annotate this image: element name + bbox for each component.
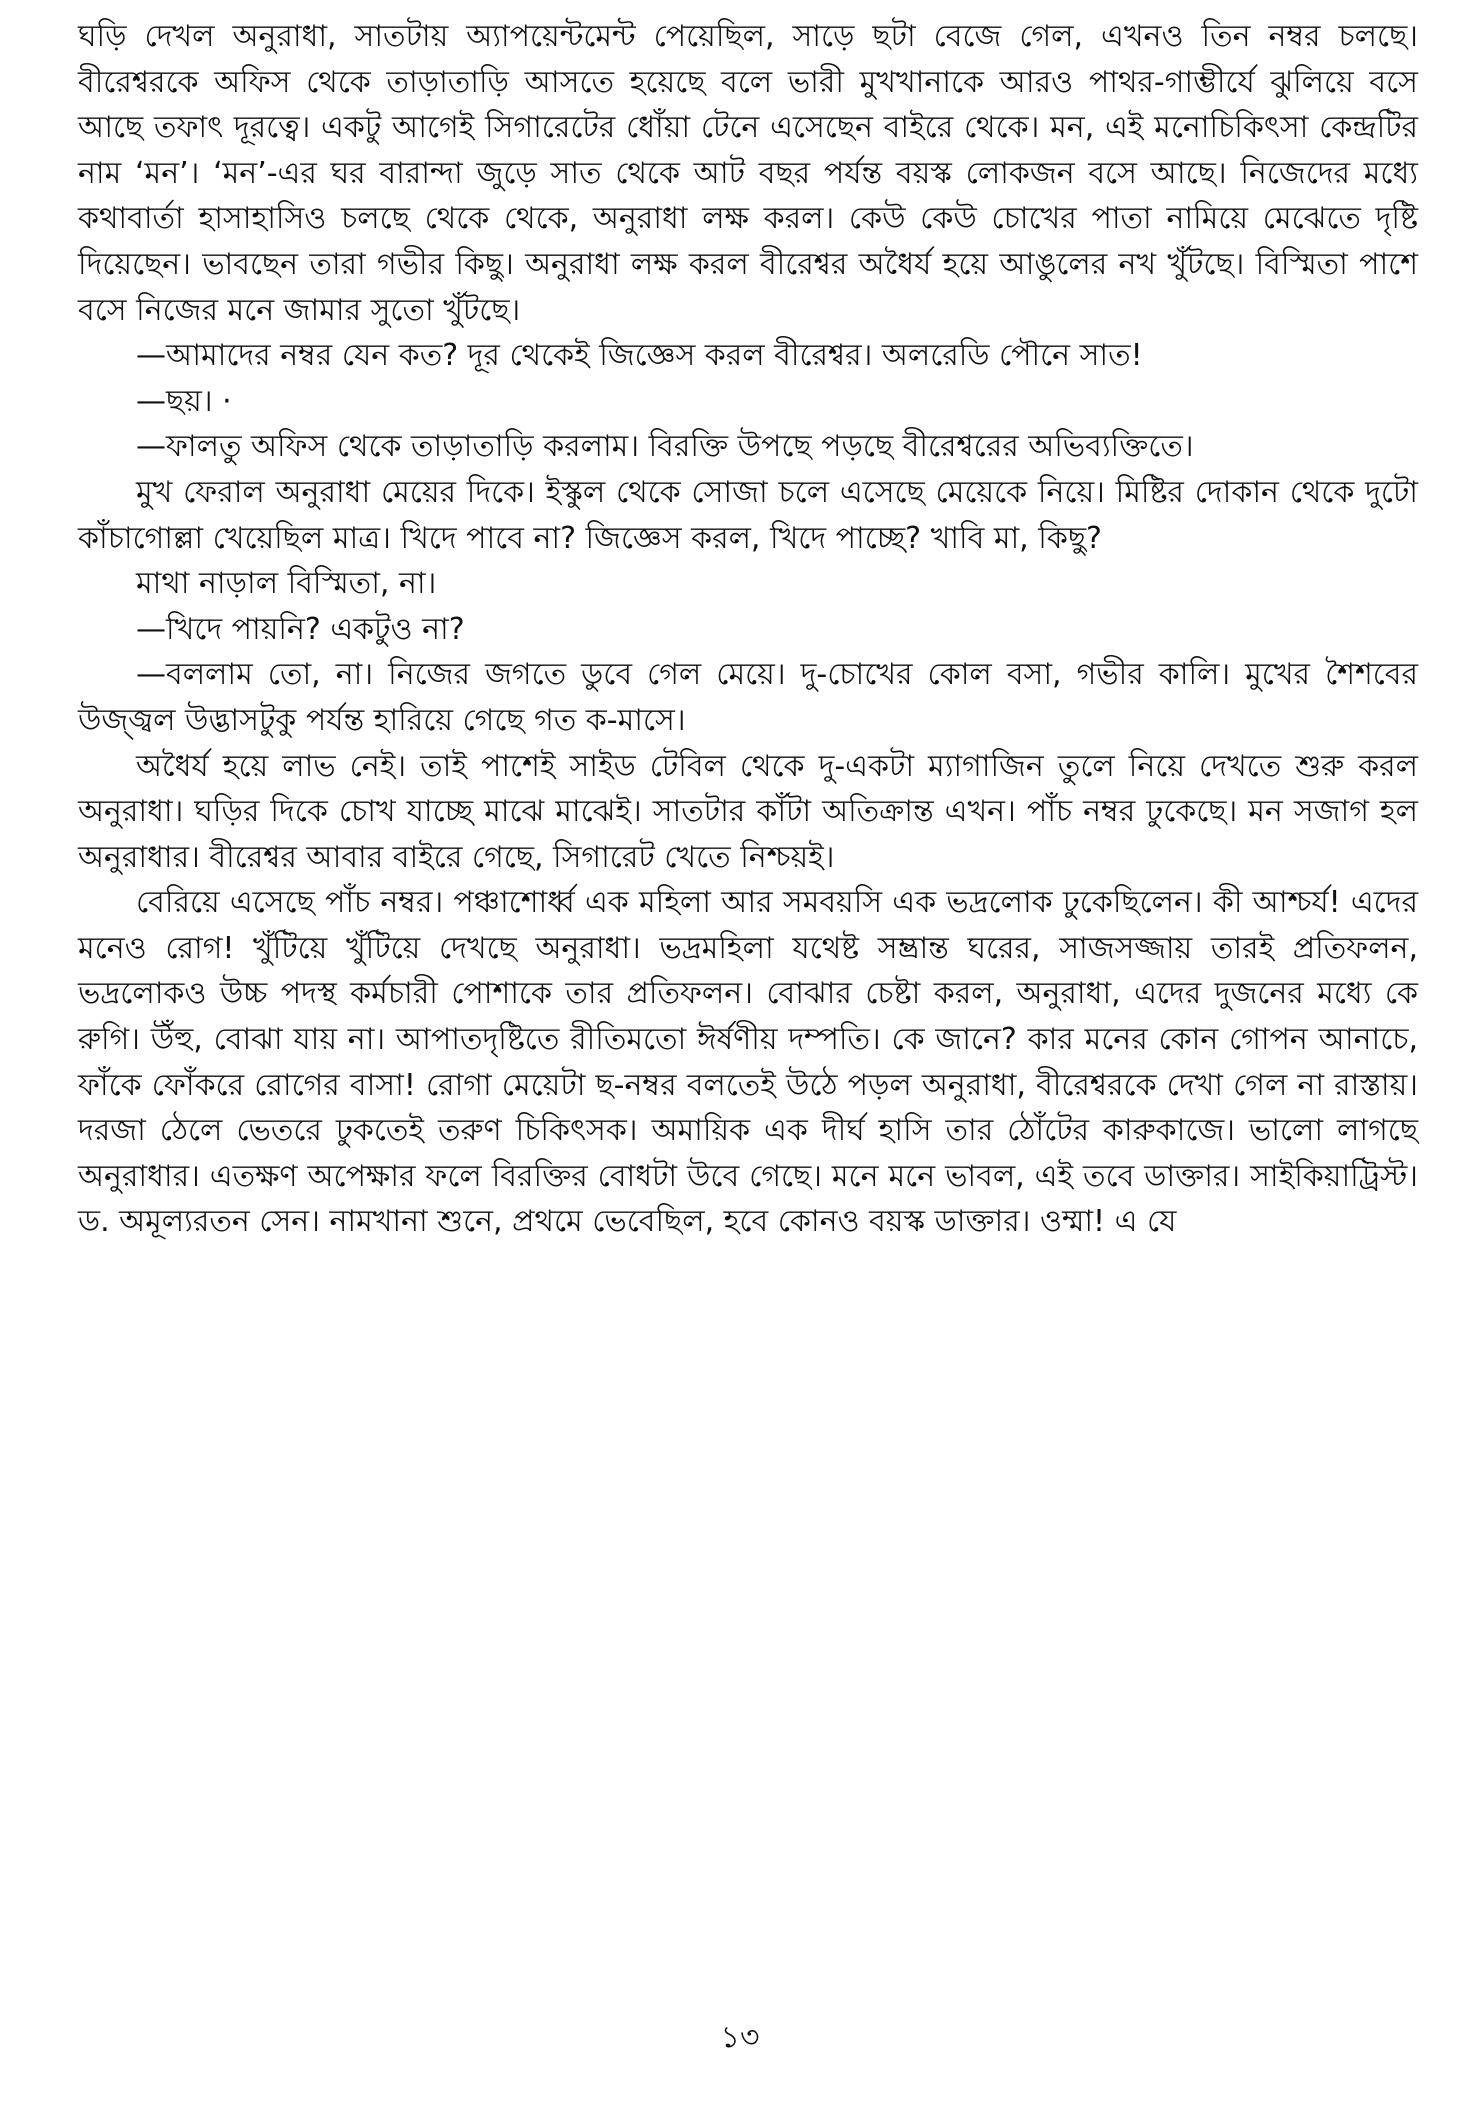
paragraph: —বললাম তো, না। নিজের জগতে ডুবে গেল মেয়ে। দু-চোখের কোল বসা, গভীর কালি। মুখের শৈশবের উজ্জ্বল উদ্ভাসটুকু পর্যন্ত হারিয়ে গেছে গত ক-মাসে। <box>78 657 1418 738</box>
paragraph: —খিদে পায়নি? একটুও না? <box>136 611 465 647</box>
paragraph: ঘড়ি দেখল অনুরাধা, সাতটায় অ্যাপয়েন্টমেন্ট পেয়েছিল, সাড়ে ছটা বেজে গেল, এখনও তিন নম্বর চলছে। বীরেশ্বরকে অফিস থেকে তাড়াতাড়ি আসতে হয়েছে বলে ভারী মুখখানাকে আরও পাথর-গাম্ভীর্যে ঝুলিয়ে বসে আছে তফাৎ দূরত্বে। একটু আগেই সিগারেটের ধোঁয়া টেনে এসেছেন বাইরে থেকে। মন, এই মনোচিকিৎসা কেন্দ্রটির নাম ‘মন’। ‘মন’-এর ঘর বারান্দা জুড়ে সাত থেকে আট বছর পর্যন্ত বয়স্ক লোকজন বসে আছে। নিজেদের মধ্যে কথাবার্তা হাসাহাসিও চলছে থেকে থেকে, অনুরাধা লক্ষ করল। কেউ কেউ চোখের পাতা নামিয়ে মেঝেতে দৃষ্টি দিয়েছেন। ভাবছেন তারা গভীর কিছু। অনুরাধা লক্ষ করল বীরেশ্বর অধৈর্য হয়ে আঙুলের নখ খুঁটছে। বিস্মিতা পাশে বসে নিজের মনে জামার সুতো খুঁটছে। <box>78 19 1418 328</box>
paragraph: —ছয়। · <box>136 383 232 419</box>
body-text <box>78 14 1418 1245</box>
page-number: ১৩ <box>720 2020 760 2055</box>
paragraph: মাথা নাড়াল বিস্মিতা, না। <box>136 566 437 602</box>
paragraph: বেরিয়ে এসেছে পাঁচ নম্বর। পঞ্চাশোর্ধ্ব এক মহিলা আর সমবয়সি এক ভদ্রলোক ঢুকেছিলেন। কী আশ্চর্য! এদের মনেও রোগ! খুঁটিয়ে খুঁটিয়ে দেখছে অনুরাধা। ভদ্রমহিলা যথেষ্ট সম্ভ্রান্ত ঘরের, সাজসজ্জায় তারই প্রতিফলন, ভদ্রলোকও উচ্চ পদস্থ কর্মচারী পোশাকে তার প্রতিফলন। বোঝার চেষ্টা করল, অনুরাধা, এদের দুজনের মধ্যে কে রুগি। উঁহু, বোঝা যায় না। আপাতদৃষ্টিতে রীতিমতো ঈর্ষণীয় দম্পতি। কে জানে? কার মনের কোন গোপন আনাচে, ফাঁকে ফোঁকরে রোগের বাসা! রোগা মেয়েটা ছ-নম্বর বলতেই উঠে পড়ল অনুরাধা, বীরেশ্বরকে দেখা গেল না রাস্তায়। দরজা ঠেলে ভেতরে ঢুকতেই তরুণ চিকিৎসক। অমায়িক এক দীর্ঘ হাসি তার ঠোঁটের কারুকাজে। ভালো লাগছে অনুরাধার। এতক্ষণ অপেক্ষার ফলে বিরক্তির বোধটা উবে গেছে। মনে মনে ভাবল, এই তবে ডাক্তার। সাইকিয়াট্রিস্ট। ড. অমূল্যরতন সেন। নামখানা শুনে, প্রথমে ভেবেছিল, হবে কোনও বয়স্ক ডাক্তার। ওম্মা! এ যে <box>78 885 1418 1240</box>
paragraph: —ফালতু অফিস থেকে তাড়াতাড়ি করলাম। বিরক্তি উপছে পড়ছে বীরেশ্বরের অভিব্যক্তিতে। <box>136 429 1194 465</box>
paragraph: মুখ ফেরাল অনুরাধা মেয়ের দিকে। ইস্কুল থেকে সোজা চলে এসেছে মেয়েকে নিয়ে। মিষ্টির দোকান থেকে দুটো কাঁচাগোল্লা খেয়েছিল মাত্র। খিদে পাবে না? জিজ্ঞেস করল, খিদে পাচ্ছে? খাবি মা, কিছু? <box>78 474 1418 556</box>
paragraph: অধৈর্য হয়ে লাভ নেই। তাই পাশেই সাইড টেবিল থেকে দু-একটা ম্যাগাজিন তুলে নিয়ে দেখতে শুরু করল অনুরাধা। ঘড়ির দিকে চোখ যাচ্ছে মাঝে মাঝেই। সাতটার কাঁটা অতিক্রান্ত এখন। পাঁচ নম্বর ঢুকেছে। মন সজাগ হল অনুরাধার। বীরেশ্বর আবার বাইরে গেছে, সিগারেট খেতে নিশ্চয়ই। <box>78 748 1418 875</box>
paragraph: —আমাদের নম্বর যেন কত? দূর থেকেই জিজ্ঞেস করল বীরেশ্বর। অলরেডি পৌনে সাত! <box>136 338 1143 374</box>
